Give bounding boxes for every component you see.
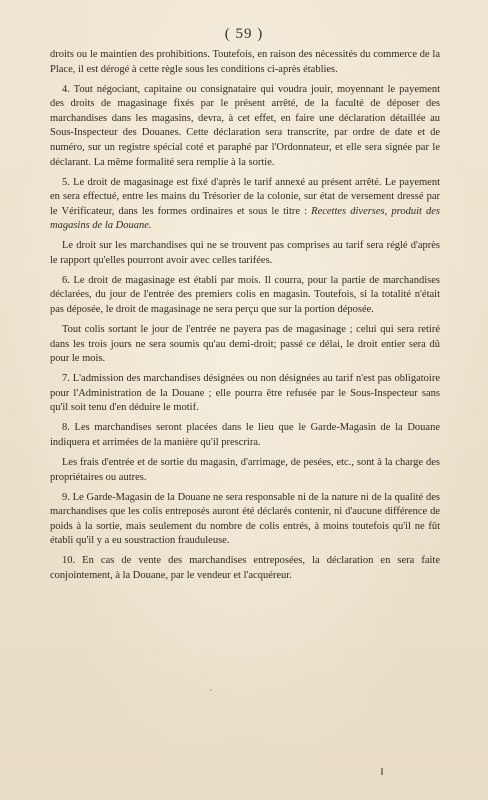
article-5-text: 5. Le droit de magasinage est fixé d'après le tarif annexé au présent arrêté. Le payement en sera effectué, entre les mains du Trésorier de la colonie, sur état de versement dressé par le Vérificateur, dans les formes ordinaires et sous le titre :	[50, 176, 440, 217]
article-9: 9. Le Garde-Magasin de la Douane ne sera responsable ni de la nature ni de la qualité des marchandises que les colis entreposés auront été déclarés contenir, ni d'aucune différence de poids à la sortie, mais seulement du nombre de colis entrés, à moins toutefois qu'il ne fût établi qu'il y a eu soustraction frauduleuse.	[50, 491, 440, 547]
article-6: 6. Le droit de magasinage est établi par mois. Il courra, pour la partie de marchandises déclarées, du jour de l'entrée des premiers colis en magasin. Toutefois, si la totalité n'était pas déposée, le droit de magasinage ne sera perçu que sur la portion déposée.	[50, 274, 440, 316]
margin-mark	[381, 768, 383, 775]
article-7: 7. L'admission des marchandises désignées ou non désignées au tarif n'est pas obligatoire pour l'Administration de la Douane ; elle pourra être refusée par le Sous-Inspecteur sans qu'il soit tenu d'en déduire le motif.	[50, 373, 440, 414]
article-10: 10. En cas de vente des marchandises entreposées, la déclaration en sera faite conjointement, à la Douane, par le vendeur et l'acquéreur.	[50, 555, 440, 581]
article-4: 4. Tout négociant, capitaine ou consignataire qui voudra jouir, moyennant le payement des droits de magasinage fixés par le présent arrêté, de la faculté de déposer des marchandises dans les magasins, devra, à cet effet, en faire une déclaration détaillée au Sous-Inspecteur des Douanes. Cette déclaration sera transcrite, par ordre de date et de numéro, sur un registre spécial coté et paraphé par l'Ordonnateur, et elle sera signée par le déclarant. La même formalité sera remplie à la sortie.	[50, 83, 440, 168]
page-number: ( 59 )	[224, 26, 264, 42]
article-5	[50, 176, 440, 234]
article-8-frais-note: Les frais d'entrée et de sortie du magasin, d'arrimage, de pesées, etc., sont à la charge des propriétaires ou autres.	[50, 456, 440, 483]
paragraph-continuation: droits ou le maintien des prohibitions. Toutefois, en raison des nécessités du commerce de la Place, il est dérogé à cette règle sous les conditions ci-après établies.	[50, 49, 440, 75]
text-body	[50, 48, 440, 589]
article-6-colis-note: Tout colis sortant le jour de l'entrée ne payera pas de magasinage ; celui qui sera retiré dans les trois jours ne sera soumis qu'au demi-droit; passé ce délai, le droit entier sera dû pour le mois.	[50, 324, 440, 365]
article-8: 8. Les marchandises seront placées dans le lieu que le Garde-Magasin de la Douane indiquera et arrimées de la manière qu'il prescrira.	[50, 422, 440, 448]
article-5-italic-title: Recettes diverses, produit des magasins de la Douane.	[50, 205, 440, 232]
paper-speck	[210, 689, 212, 691]
article-5-tarif-note: Le droit sur les marchandises qui ne se trouvent pas comprises au tarif sera réglé d'après le rapport qu'elles pourront avoir avec celles tarifées.	[50, 240, 440, 266]
